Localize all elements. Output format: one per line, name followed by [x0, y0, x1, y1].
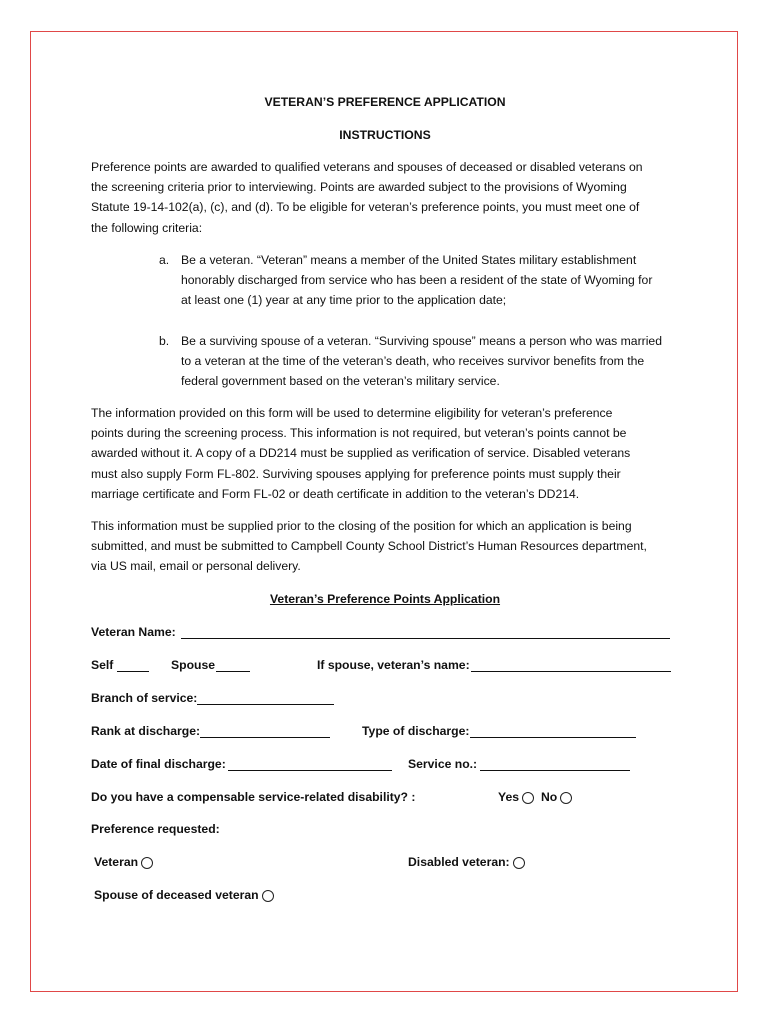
submission-paragraph [91, 516, 647, 577]
text-line: the screening criteria prior to interviewing. Points are awarded subject to the provisions of Wyoming [91, 180, 627, 195]
disabled-veteran-radio[interactable] [513, 857, 525, 869]
branch-label: Branch of service: [91, 691, 198, 705]
spouse-deceased-label: Spouse of deceased veteran [94, 888, 259, 902]
criteria-a-marker: a. [159, 253, 170, 267]
spouse-veteran-name-field[interactable] [471, 671, 671, 672]
intro-paragraph [91, 157, 643, 238]
text-line: marriage certificate and Form FL-02 or death certificate in addition to the veteran’s DD214. [91, 486, 580, 501]
spouse-deceased-radio[interactable] [262, 890, 274, 902]
veteran-name-label: Veteran Name: [91, 625, 176, 639]
criteria-a-text [181, 250, 652, 311]
disabled-veteran-label: Disabled veteran: [408, 855, 510, 869]
criteria-b-text [181, 331, 662, 392]
text-line: honorably discharged from service who has been a resident of the state of Wyoming for [181, 273, 653, 288]
text-line: Statute 19-14-102(a), (c), and (d). To be eligible for veteran’s preference points, you must meet one of [91, 200, 640, 215]
yes-option[interactable] [498, 790, 534, 804]
text-line: awarded without it. A copy of a DD214 must be supplied as verification of service. Disabled veterans [91, 446, 631, 461]
veteran-option-label: Veteran [94, 855, 139, 869]
yes-radio[interactable] [522, 792, 534, 804]
text-line: must also supply Form FL-802. Surviving spouses applying for preference points must supply their [91, 466, 621, 481]
self-field[interactable] [117, 671, 149, 672]
text-line: at least one (1) year at any time prior to the application date; [181, 293, 507, 308]
type-discharge-label: Type of discharge: [362, 724, 470, 738]
text-line: This information must be supplied prior to the closing of the position for which an application is being [91, 519, 632, 533]
text-line: submitted, and must be submitted to Campbell County School District’s Human Resources department, [91, 539, 647, 554]
spouse-deceased-option[interactable] [94, 888, 274, 902]
no-label: No [541, 790, 558, 804]
info-paragraph [91, 403, 630, 504]
veteran-radio[interactable] [141, 857, 153, 869]
no-radio[interactable] [560, 792, 572, 804]
rank-field[interactable] [200, 737, 330, 738]
date-discharge-label: Date of final discharge: [91, 757, 226, 771]
text-line: Be a veteran. “Veteran” means a member of the United States military establishment [181, 253, 637, 267]
spouse-field[interactable] [216, 671, 250, 672]
branch-field[interactable] [197, 704, 334, 705]
veteran-option[interactable] [94, 855, 153, 869]
text-line: points during the screening process. This information is not required, but veteran’s points cannot be [91, 426, 627, 441]
rank-label: Rank at discharge: [91, 724, 201, 738]
service-no-field[interactable] [480, 770, 630, 771]
service-no-label: Service no.: [408, 757, 478, 771]
type-discharge-field[interactable] [470, 737, 636, 738]
form-title: Veteran’s Preference Points Application [269, 592, 501, 606]
text-line: the following criteria: [91, 220, 203, 235]
spouse-label: Spouse [171, 658, 216, 672]
veteran-name-field[interactable] [181, 638, 670, 639]
yes-label: Yes [498, 790, 520, 804]
text-line: The information provided on this form will be used to determine eligibility for veteran’s preference [91, 406, 613, 420]
disabled-veteran-option[interactable] [408, 855, 525, 869]
date-discharge-field[interactable] [228, 770, 392, 771]
if-spouse-label: If spouse, veteran’s name: [317, 658, 470, 672]
disability-question: Do you have a compensable service-related disability? : [91, 790, 416, 804]
self-label: Self [91, 658, 114, 672]
instructions-heading: INSTRUCTIONS [339, 128, 431, 142]
text-line: to a veteran at the time of the veteran’s death, who receives survivor benefits from the [181, 354, 645, 369]
text-line: Preference points are awarded to qualified veterans and spouses of deceased or disabled veterans on [91, 160, 643, 174]
no-option[interactable] [541, 790, 572, 804]
criteria-b-marker: b. [159, 334, 170, 348]
text-line: federal government based on the veteran’s military service. [181, 374, 500, 389]
preference-label: Preference requested: [91, 822, 220, 836]
document-title: VETERAN’S PREFERENCE APPLICATION [264, 95, 506, 109]
text-line: Be a surviving spouse of a veteran. “Surviving spouse” means a person who was married [181, 334, 662, 348]
text-line: via US mail, email or personal delivery. [91, 559, 301, 574]
